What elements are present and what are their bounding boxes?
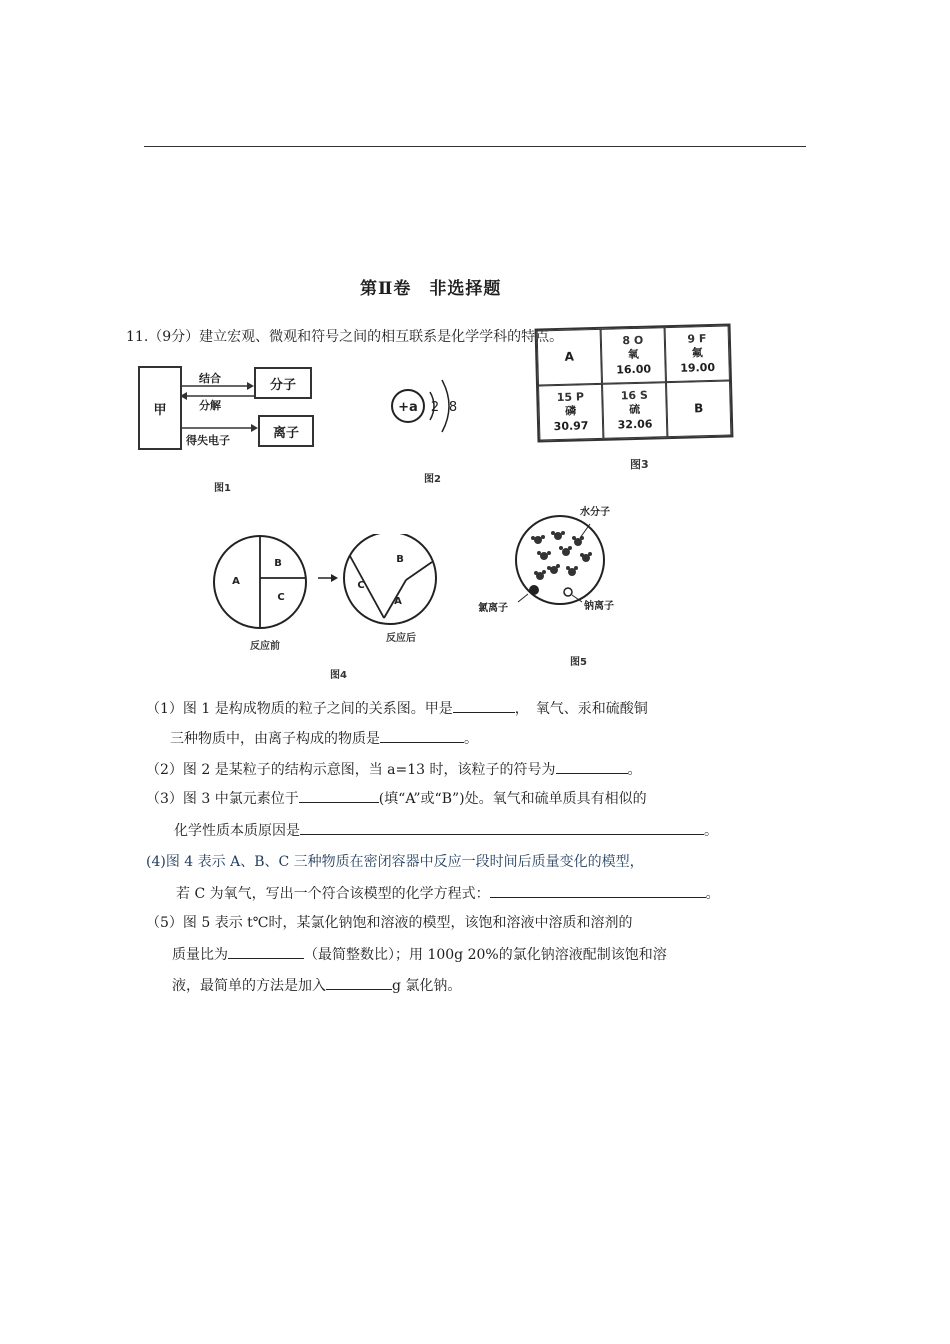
fig2-atom-diagram <box>386 362 466 452</box>
fig4-caption: 图4 <box>330 670 347 681</box>
fig2-nucleus-label: +a <box>398 400 418 415</box>
fig2-caption: 图2 <box>424 474 441 485</box>
fig1-label-electron: 得失电子 <box>186 434 230 447</box>
fig4-after-b: B <box>396 554 404 565</box>
q1-line-2: 三种物质中，由离子构成的物质是 。 <box>170 728 478 749</box>
fig4-label-before: 反应前 <box>250 641 280 652</box>
q1-blank-2[interactable] <box>380 728 464 743</box>
fig5-label-sodium: 钠离子 <box>584 601 614 612</box>
q5-line-2: 质量比为 （最简整数比）；用 100g 20%的氯化钠溶液配制该饱和溶 <box>172 944 667 965</box>
q2-blank[interactable] <box>556 759 628 774</box>
fig1-label-combine: 结合 <box>199 372 221 385</box>
fig3-cell-b: B <box>666 380 731 437</box>
fig4-before-a: A <box>232 576 240 587</box>
q3-line-2: 化学性质本质原因是 。 <box>174 820 718 841</box>
fig4-after-c: C <box>357 580 365 591</box>
section-title: 第Ⅱ卷 非选择题 <box>360 279 502 299</box>
fig1-box-molecule: 分子 <box>254 367 312 399</box>
q1-line-1: （1）图 1 是构成物质的粒子之间的关系图。甲是 ， 氧气、汞和硫酸铜 <box>146 698 648 719</box>
fig3-cell-oxygen: 8 O 氧 16.00 <box>601 327 666 384</box>
fig3-cell-sulfur: 16 S 硫 32.06 <box>602 382 667 439</box>
fig1-box-ion: 离子 <box>258 415 314 447</box>
q5-line-3: 液，最简单的方法是加入 g 氯化钠。 <box>172 975 461 996</box>
fig3-periodic-table <box>535 323 734 442</box>
fig4-label-after: 反应后 <box>386 633 416 644</box>
fig5-label-chloride: 氯离子 <box>478 603 508 614</box>
fig5-label-water: 水分子 <box>580 507 610 518</box>
fig3-caption: 图3 <box>630 458 649 471</box>
fig2-shell-1: 2 <box>430 400 440 415</box>
fig1-label-split: 分解 <box>199 399 221 412</box>
fig4-after-a: A <box>394 596 402 607</box>
q5-line-1: （5）图 5 表示 t℃时，某氯化钠饱和溶液的模型，该饱和溶液中溶质和溶剂的 <box>146 915 633 931</box>
q3-line-1: （3）图 3 中氯元素位于 (填“A”或“B”)处。氧气和硫单质具有相似的 <box>146 788 647 809</box>
q5-blank-2[interactable] <box>326 975 392 990</box>
q2-line: （2）图 2 是某粒子的结构示意图，当 a=13 时，该粒子的符号为 。 <box>146 759 642 780</box>
q4-blank[interactable] <box>490 883 706 898</box>
q5-blank-1[interactable] <box>228 944 304 959</box>
fig5-solution-model <box>500 510 620 610</box>
fig1-box-jia: 甲 <box>138 366 182 450</box>
fig1-caption: 图1 <box>214 483 231 494</box>
header-rule <box>144 146 806 147</box>
fig3-cell-fluorine: 9 F 氟 19.00 <box>665 326 730 383</box>
question-head: 11.（9分）建立宏观、微观和符号之间的相互联系是化学学科的特点。 <box>126 329 564 345</box>
fig4-pie-diagram <box>208 534 448 634</box>
q4-line-2: 若 C 为氧气，写出一个符合该模型的化学方程式： 。 <box>176 883 720 904</box>
q3-blank-1[interactable] <box>299 788 379 803</box>
q1-blank-1[interactable] <box>453 698 515 713</box>
q3-blank-2[interactable] <box>300 820 704 835</box>
fig3-cell-a: A <box>537 329 602 386</box>
fig4-before-b: B <box>274 558 282 569</box>
fig4-before-c: C <box>277 592 285 603</box>
q4-line-1: (4)图 4 表示 A、B、C 三种物质在密闭容器中反应一段时间后质量变化的模型， <box>146 854 644 870</box>
fig2-shell-2: 8 <box>448 400 458 415</box>
fig3-cell-phosphorus: 15 P 磷 30.97 <box>538 384 603 441</box>
fig5-caption: 图5 <box>570 657 587 668</box>
